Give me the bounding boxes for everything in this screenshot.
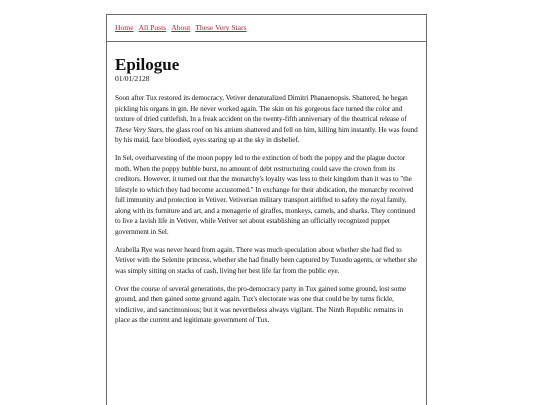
site-nav bbox=[107, 15, 426, 42]
post-title: Epilogue bbox=[115, 55, 180, 74]
nav-link-all-posts[interactable]: All Posts bbox=[138, 23, 167, 33]
paragraph-1-text-end: , the glass roof on his atrium shattered and fell on him, killing him instantly. He was found by his maid, face bloodied, eyes staring up at the sky in disbelief. bbox=[115, 125, 418, 144]
film-title-italic: These Very Stars bbox=[115, 125, 163, 134]
paragraph-1-text-start: Soon after Tux restored its democracy, Vetiver denaturalized Dimitri Phanaenopsis. Shattered, he began pickling his organs in gin. He never worked again. The skin on his gorgeous face turned the color and texture of dried cuttlefish. In a freak accident on the twenty-fifth anniversary of the theatrical release of bbox=[115, 94, 408, 123]
post-paragraph-4: Over the course of several generations, the pro-democracy party in Tux gained some ground, lost some ground, and then gained some ground again. Tux's electorate was one that could be by turns fickle, vindictive, and sanctimonious; but it was nevertheless always vigilant. The Ninth Republic remains in place as the current and legitimate government of Tux. bbox=[115, 284, 407, 324]
nav-link-about[interactable]: About bbox=[171, 23, 191, 33]
post-date: 01/01/2128 bbox=[115, 74, 150, 83]
post-paragraph-3: Arabella Rye was never heard from again. There was much speculation about whether she had fled to Vetiver with the Selenite princess, whether she had finally been captured by Tuxedo agents, or whether she was simply sitting on stacks of cash, living her best life far from the public eye. bbox=[115, 245, 418, 275]
nav-link-home[interactable]: Home bbox=[115, 23, 134, 33]
page-container bbox=[106, 14, 427, 405]
post-paragraph-1 bbox=[115, 93, 418, 146]
post-paragraph-2: In Sel, overharvesting of the moon poppy led to the extinction of both the poppy and the plague doctor moth. When the poppy bubble burst, no amount of debt restructuring could save the crown from its creditors. However, it turned out that the monarchy's loyalty was less to their kingdom than it was to "the lifestyle to which they had become accustomed." In exchange for their abdication, the monarchy received full immunity and protection in Vetiver. Vetiverian military transport airlifted to safety the royal family, along with its furniture and art, and a menagerie of giraffes, monkeys, camels, and sharks. They continued to live a lavish life in Vetiver, while Vetiver set about establishing an officially recognized puppet government in Sel. bbox=[115, 154, 416, 236]
nav-link-these-very-stars[interactable]: These Very Stars bbox=[195, 23, 247, 33]
post-article bbox=[107, 56, 426, 326]
